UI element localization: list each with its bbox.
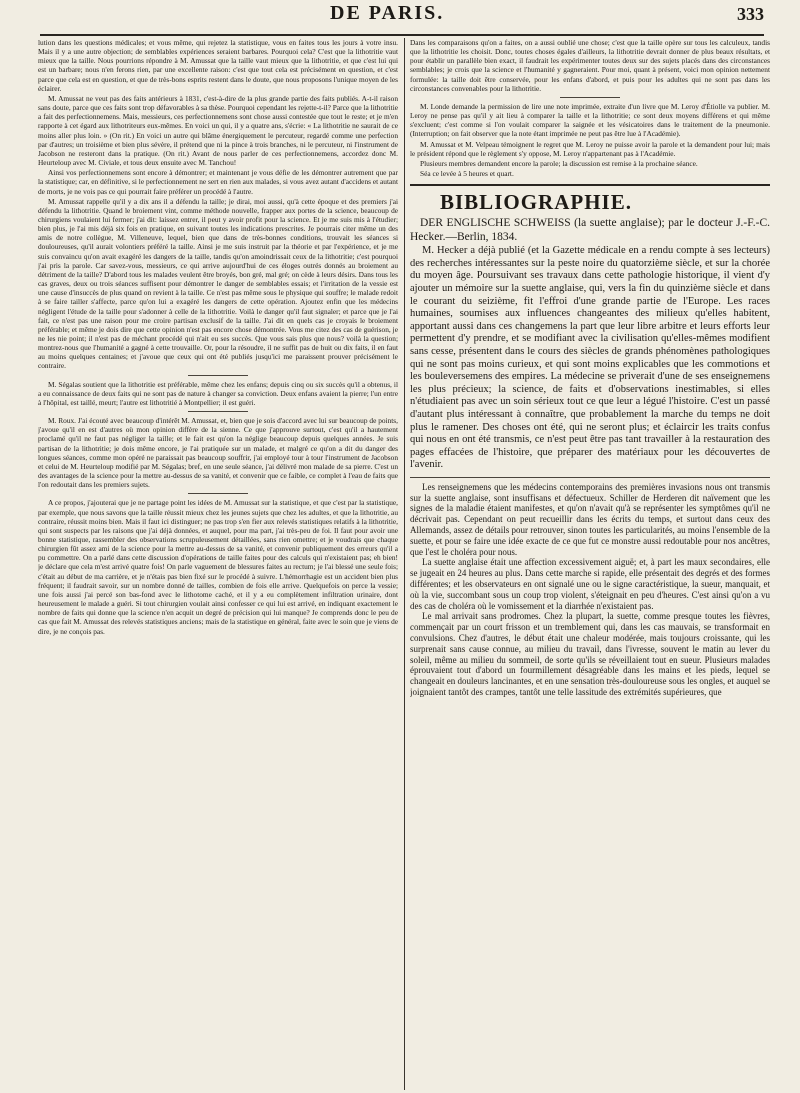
- paragraph: Dans les comparaisons qu'on a faites, on a aussi oublié une chose; c'est que la taille opère sur tous les calculeux, tandis que la lithotritie les choisit. Donc, toutes choses égales d'ailleurs, la lithotritie devrait donner de plus beaux résultats, et pour établir un parallèle bien exact, il faudrait les expérimenter toutes deux sur des sujets placés dans des circonstances semblables; je crois que la science et l'humanité y gagneraient. Pour moi, quant à présent, voici mon opinion nettement formulée: la taille doit être conservée, pour les enfans d'abord, et puis pour les adultes qui ne sont pas dans les circonstances convenables pour la lithotritie.: [410, 38, 770, 93]
- section-title: BIBLIOGRAPHIE.: [440, 190, 632, 215]
- paragraph: M. Hecker a déjà publié (et la Gazette médicale en a rendu compte à ses lecteurs) des recherches intéressantes sur la peste noire du quatorzième siècle, et sur la chorée du moyen âge. Poursuivant ses travaux dans cette pathologie historique, il vient d'y ajouter un mémoire sur la suette anglaise, qui, vers la fin du quinzième siècle et dans le courant du seizième, fit l'effroi d'une grande partie de l'Europe. Les races humaines, soumises aux influences changeantes des milieux qu'elles habitent, apportant aussi dans ces changemens la part que leur libre arbitre et leurs efforts leur permettent d'y prendre, et se modifiant avec la civilisation qu'elles-mêmes modifient sans cesse, présentent dans le cours des siècles de grands phénomènes pathologiques qui ne sont pas moins curieux, et qui sont moins explicables que les commotions et les bouleversemens des empires. La médecine se priverait d'une de ses enseignemens les plus précieux; la science, de faits et d'observations inestimables, si elles n'étudiaient pas avec un soin sérieux tout ce que leur a légué l'histoire. C'est un passé d'autant plus intéressant à connaître, que probablement la marche du temps ne doit plus le ramener. Des choses ont été, qui ne seront plus; et éclaircir les traits confus qui nous en ont été transmis, ce n'est peut être pas tant travailler à la restauration des pages effacées de l'histoire, que préparer des matériaux pour les découvertes de l'avenir.: [410, 245, 770, 471]
- paragraph: La suette anglaise était une affection excessivement aiguë; et, à part les maux secondaires, elle se jugeait en 24 heures au plus. Dans cette marche si rapide, elle présentait des degrés et des formes différentes; et les observateurs en ont signalé une ou le signe caractéristique, la sueur, manquait, et où la vie, succombant sous un coup trop violent, s'éteignait en peu d'heures. C'est ainsi qu'on a vu des cas de choléra où le vomissement et la diarrhée n'existaient pas.: [410, 557, 770, 611]
- paragraph: lution dans les questions médicales; et vous même, qui rejetez la statistique, vous en faites tous les jours à votre insu. Mais il y a une autre objection; de semblables expériences seraient barbares. Pourquoi cela? C'est que la lithotritie vaut mieux que la taille. Nous pourrions répondre à M. Amussat que la taille vaut mieux que la lithotritie, et que c'est lui qui est un barbare; nous n'en ferons rien, par une excellente raison: c'est que tout cela est précisément en question, et c'est parce que cela est en question, et que de très-bons esprits restent dans le doute, que nous proposons l'unique moyen de les éclairer.: [38, 38, 398, 93]
- paragraph: M. Amussat rappelle qu'il y a dix ans il a défendu la taille; je dirai, moi aussi, qu'à cette époque et des premiers j'ai défendu la lithotritie. Quand le broiement vint, comme méthode nouvelle, frapper aux portes de la science, beaucoup de chirurgiens voulaient lui fermer; j'ai dit: laissez entrer, il peut y avoir profit pour la science. Et je me suis mis à l'étudier; bien plus, je l'ai mis déjà six fois en pratique, en suivant toutes les indications prescrites. Je pourrais citer même un des amis de notre collègue, M. Villeneuve, lequel, bien que dans de très-bonnes conditions, trouvait les séances si douloureuses, qu'il aurait volontiers préféré la taille. Ainsi je me suis instruit par la théorie et par l'expérience, et je me suis convaincu qu'on avait exagéré les dangers de la taille, tandis qu'on amoindrissait ceux de la lithotritie; c'est pourquoi j'ai pris la parole. Car savez-vous, messieurs, ce qui arrive aujourd'hui de ces éloges outrés donnés au broiement au détriment de la taille? D'abord tous les malades veulent être broyés, bon gré, mal gré; on cède à leurs désirs. Dans tous les cas graves, deux ou trois séances suffisent pour démontrer le danger de semblables essais; et l'irritation de la vessie est une cause d'insuccès de plus quand on revient à la taille. Ce n'est pas même sous le physique qui souffre; le malade redoit à se faire tailler s'affecte, parce qu'on lui a exagéré les dangers de cette opération. Ajoutez enfin que les médecins négligent l'étude de la taille pour s'adonner à celle de la lithotritie. Voilà le danger qu'il faut signaler; et parce que je l'ai fait, ce n'est pas une raison pour me croire partisan exclusif de la taille. J'ai dit en quels cas je croyais le broiement préférable; et même je dois dire que cette opinion n'est pas encore chose démontrée. Vous me citez des cas de guérison, je ne les nie point; il n'est pas de méchant procédé qui n'ait eu ses succès. Que vous sais plus que nous? voilà la question; montrez-nous que l'humanité a gagné à cette trouvaille. Or, pour la résoudre, il ne suffit pas de huit ou dix faits, il en faut au moins quelques centaines; et j'avoue que ceux qui ont été publiés jusqu'ici me paraissent prouver précisément le contraire.: [38, 196, 398, 371]
- paragraph: Ainsi vos perfectionnemens sont encore à démontrer; et maintenant je vous défie de les démontrer autrement que par la statistique; car, en définitive, si le perfectionnement ne sert en rien aux malades, si vous avez autant d'accidens et autant de morts, je ne vois pas ce qui pourrait faire préférer un procédé à l'autre.: [38, 168, 398, 196]
- left-column: [38, 38, 398, 1088]
- paragraph: M. Londe demande la permission de lire une note imprimée, extraite d'un livre que M. Leroy d'Étiolle va publier. M. Leroy ne pense pas qu'il y ait lieu à comparer la taille et la lithotritie; ce sont deux moyens différens et qui même s'excluent; c'est comme si l'on voulait comparer la saignée et les vésicatoires dans le traitement de la pneumonie. (Interruption; on fait observer que la note étant imprimée ne peut pas être lue à l'Académie).: [410, 101, 770, 139]
- paragraph: M. Ségalas soutient que la lithotritie est préférable, même chez les enfans; depuis cinq ou six succès qu'il a obtenus, il a eu connaissance de deux faits qui ne sont pas de nature à changer sa conviction. Deux enfans avaient la pierre; l'un entre à l'hôpital, est taillé, meurt; l'autre est lithotritié à Montpellier; il est guéri.: [38, 379, 398, 407]
- paragraph: M. Amussat et M. Velpeau témoignent le regret que M. Leroy ne puisse avoir la parole et la demandent pour lui; mais le président répond que le règlement s'y oppose, M. Leroy n'appartenant pas à l'Académie.: [410, 139, 770, 158]
- review-intro: [410, 245, 770, 472]
- section-rule: [410, 184, 770, 186]
- column-rule: [404, 38, 405, 1090]
- separator: [188, 411, 248, 412]
- running-head: [40, 0, 764, 36]
- separator: [188, 493, 248, 494]
- review-body: [410, 482, 770, 698]
- separator: [410, 477, 770, 478]
- paragraph: A ce propos, j'ajouterai que je ne partage point les idées de M. Amussat sur la statistique, et que c'est par la statistique, par exemple, que nous savons que la taille réussit mieux chez les jeunes sujets que chez les adultes, et que la lithotritie, au contraire, réussit moins bien. Mais il faut ici distinguer; ne pas trop s'en fier aux relevés statistiques relatifs à la lithotritie, qui sont suspects par les raisons que j'ai déjà données, et auquel, pour ma part, j'ai très-peu de foi. Il faut pour avoir une bonne statistique, rassembler des observations scrupuleusement détaillées, sans rien omettre; et je voudrais que chaque chirurgien fût assez ami de la science pour la mettre au-dessus de sa vanité, et convenir publiquement des erreurs qu'il a pu commettre. On a parlé dans cette discussion d'opérations de taille faites pour des calculs qui n'existaient pas; eh bien! je déclare que cela m'est arrivé quatre fois! On parle vaguement de blessures faites au rectum; je l'ai blessé une seule fois; c'était au début de ma carrière, et je n'étais pas bien fixé sur le procédé à suivre. L'hémorrhagie est un accident bien plus fréquent; il faudrait savoir, sur un nombre donné de tailles, combien de fois elle arrive. Quelquefois on perce la vessie; une fois aussi j'ai percé son bas-fond avec le lithotome caché, et il y a eu complètement infiltration urinaire, dont heureusement le malade a guéri. Si tout chirurgien voulait ainsi confesser ce qui lui est arrivé, en indiquant exactement le nombre de faits qui donne que la science n'en acquit un degré de précision qui lui manque? Je comprends donc le peu de cas que fait M. Amussat des relevés statistiques anciens; mais de la statistique en général, faite avec le soin que je viens de dire, je ne conçois pas.: [38, 498, 398, 636]
- right-column: [410, 38, 770, 1088]
- paragraph: Séa ce levée à 5 heures et quart.: [420, 169, 514, 179]
- masthead: DE PARIS.: [330, 2, 445, 24]
- paragraph: Les renseignemens que les médecins contemporains des premières invasions nous ont transmis sur la suette anglaise, sont insuffisans et défectueux. Schiller de Herderen dit naïvement que les signes de la maladie étaient manifestes, et qu'on n'avait qu'à se représenter les symptômes qu'il ne décrivait pas. Cependant on peut recueillir dans les écrits du temps, et surtout dans ceux des Allemands, assez de détails pour retrouver, sinon toutes les particularités, au moins l'ensemble de la suette, et pour se faire une idée exacte de ce que fut ce monstre aussi redoutable pour nos ancêtres, que l'est le choléra pour nous.: [410, 481, 770, 557]
- separator: [188, 375, 248, 376]
- paragraph: M. Roux. J'ai écouté avec beaucoup d'intérêt M. Amussat, et, bien que je sois d'accord avec lui sur beaucoup de points, j'avoue qu'il en est d'autres où mon opinion diffère de la sienne. Ce que j'approuve surtout, c'est qu'il a hautement proclamé qu'il ne faut pas négliger la taille; et le fait est qu'on la néglige beaucoup depuis quelques années. Je suis partisan de la lithotritie; je dois même encore, je l'ai pratiquée sur un malade, et malgré ce qu'on a dit du danger des longues séances, comme mon opéré ne paraissait pas beaucoup souffrir, j'ai employé tour à tour l'instrument de Jacobson et celui de M. Heurteloup modifié par M. Ségalas; bref, en une seule séance, j'ai délivré mon malade de sa pierre. C'est un des avantages de la science pour la mettre au-dessus de sa vanité, et convenir que ce faible, ce complet à l'eau de faits que l'on redoutait dans les premiers sujets.: [38, 416, 398, 490]
- book-title: DER ENGLISCHE SCHWEISS (la suette anglaise); par le docteur J.-F.-C. Hecker.—Berlin, 1834.: [410, 217, 770, 244]
- page-number: 333: [737, 4, 764, 24]
- paragraph: M. Amussat ne veut pas des faits antérieurs à 1831, c'est-à-dire de la plus grande partie des faits publiés. A-t-il raison sans doute, parce que ces faits sont trop défavorables à sa thèse. Pourquoi cependant les rejette-t-il? Parce que la lithotritie a fait des perfectionnemens. Mais, messieurs, ces perfectionnemens sont chose aussi contestée que tout le reste; et je m'en rapporte à cet égard aux lithotriteurs eux-mêmes. En voici un qui, il y a quatre ans, s'écrie: « La lithotritie ne saurait de ce moins aller plus loin. » (On rit.) En voici un autre qui blâme énergiquement le percuteur, regardé comme une perfection par d'autres; un troisième et bien plus sévère, il prétend que ni la pince à trois branches, ni le percuteur, ni l'instrument de Jacobson ne resteront dans la pratique. (On rit.) Avant de nous parler de ces perfectionnemens, accordez donc M. Heurteloup avec M. Civiale, et tous deux ensuite avec M. Tanchou!: [38, 93, 398, 168]
- paragraph: Le mal arrivait sans prodromes. Chez la plupart, la suette, comme presque toutes les fièvres, commençait par un court frisson et un tremblement qui, dans les cas mauvais, se transformait en convulsions. Chez d'autres, le début était une chaleur modérée, mais toujours croissante, qui les surprenait sans cause connue, au milieu du travail, dans l'ivresse, souvent le matin au lever du soleil, même au milieu du sommeil, de sorte qu'ils se réveillaient tout en sueur. Plusieurs malades éprouvaient tout d'abord un fourmillement désagréable dans les mains et les pieds, lequel se changeait en douleurs lancinantes, et en une sensation très-douloureuse sous les ongles, et auquel se joignaient tantôt des crampes, tantôt une telle lassitude des extrémités supérieures, que: [410, 611, 770, 698]
- separator: [560, 97, 620, 98]
- paragraph: Plusieurs membres demandent encore la parole; la discussion est remise à la prochaine séance.: [420, 158, 698, 168]
